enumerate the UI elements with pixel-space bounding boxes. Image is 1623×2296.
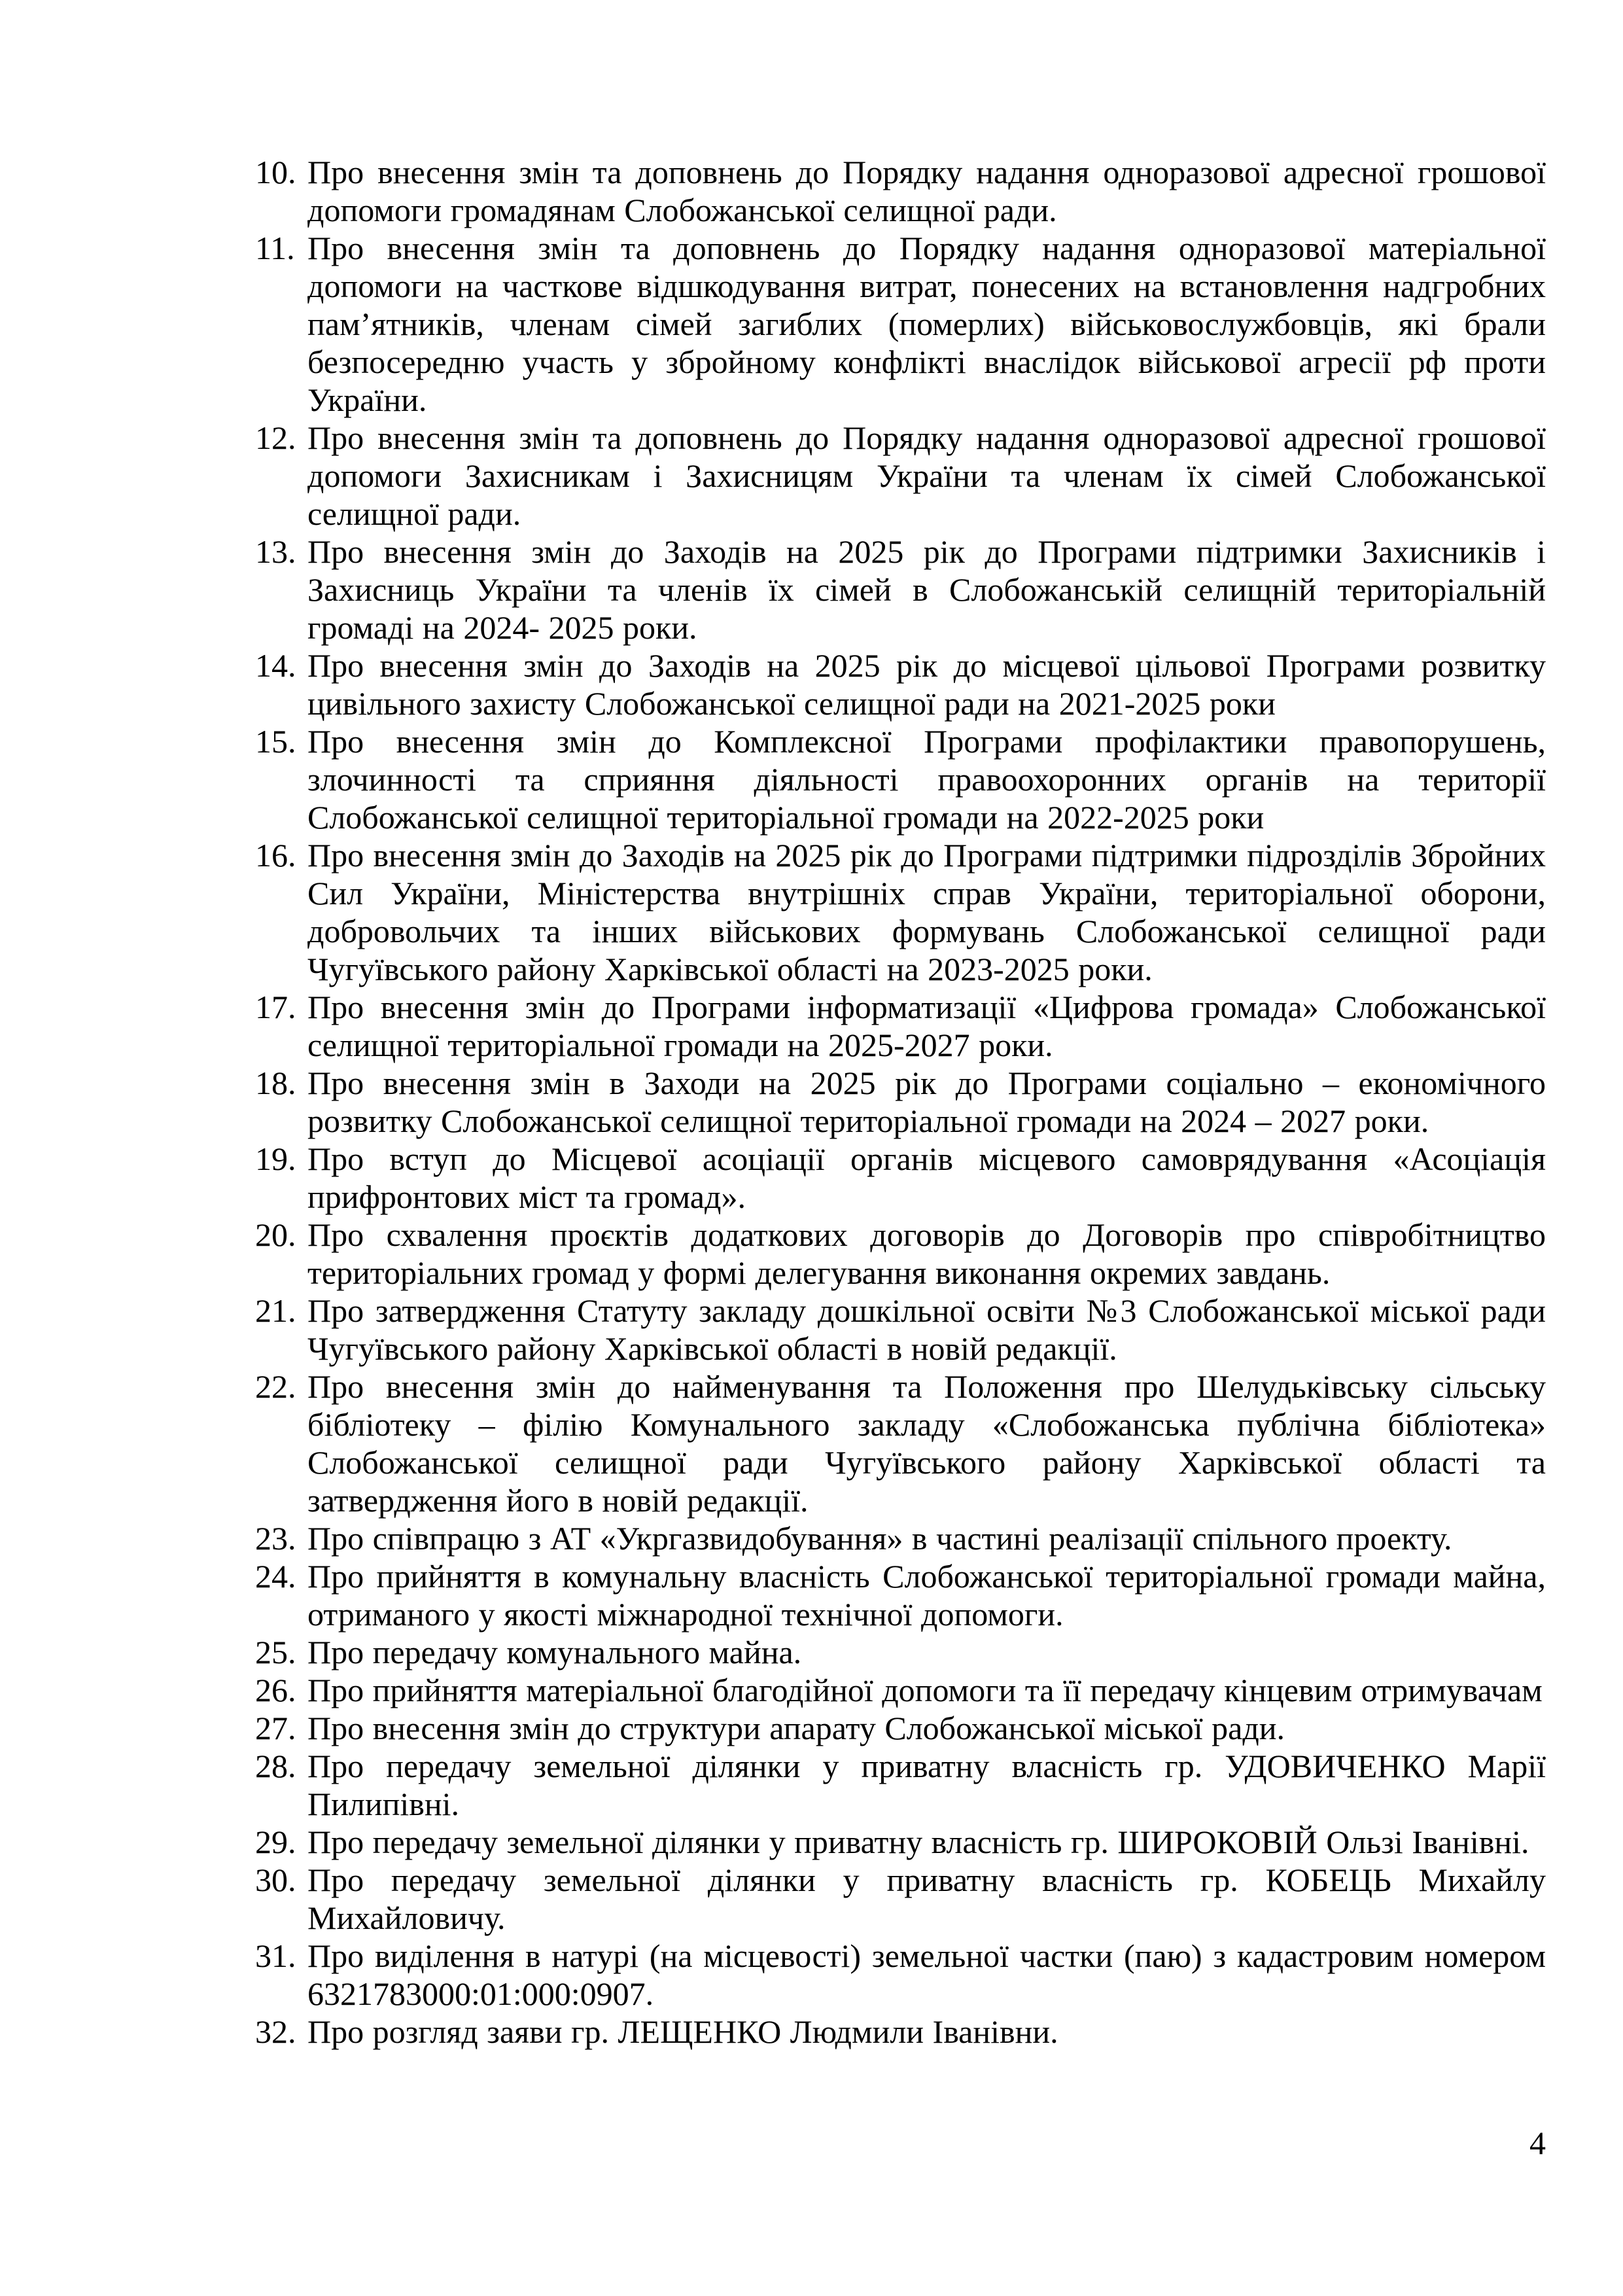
agenda-item-number: 19. bbox=[255, 1140, 296, 1177]
agenda-item-number: 13. bbox=[255, 533, 296, 570]
agenda-item-number: 24. bbox=[255, 1558, 296, 1595]
agenda-item-text: Про внесення змін до Заходів на 2025 рік до Програми підтримки підрозділів Збройних Сил України, Міністерства внутрішніх справ України, територіальної оборони, добровольчих та інших військових формувань Слобожанської селищної ради Чугуївського району Харківської області на 2023-2025 роки. bbox=[307, 837, 1546, 987]
agenda-item-text: Про внесення змін до Комплексної Програми профілактики правопорушень, злочинності та сприяння діяльності правоохоронних органів на території Слобожанської селищної територіальної громади на 2022-2025 роки bbox=[307, 723, 1546, 836]
agenda-item bbox=[255, 722, 1546, 836]
agenda-item-number: 27. bbox=[255, 1710, 296, 1746]
agenda-item-text: Про співпрацю з АТ «Укргазвидобування» в частині реалізації спільного проекту. bbox=[307, 1520, 1452, 1557]
agenda-item bbox=[255, 1557, 1546, 1633]
agenda-item-text: Про внесення змін до Програми інформатизації «Цифрова громада» Слобожанської селищної територіальної громади на 2025-2027 роки. bbox=[307, 989, 1546, 1063]
agenda-item-text: Про внесення змін до найменування та Положення про Шелудьківську сільську бібліотеку – філію Комунального закладу «Слобожанська публічна бібліотека» Слобожанської селищної ради Чугуївського району Харківської області та затвердження його в новій редакції. bbox=[307, 1368, 1546, 1519]
agenda-item-text: Про внесення змін до структури апарату Слобожанської міської ради. bbox=[307, 1710, 1285, 1746]
agenda-item bbox=[255, 1633, 1546, 1671]
agenda-item bbox=[255, 229, 1546, 419]
agenda-item-text: Про внесення змін в Заходи на 2025 рік до Програми соціально – економічного розвитку Слобожанської селищної територіальної громади на 2024 – 2027 роки. bbox=[307, 1065, 1546, 1139]
agenda-item bbox=[255, 533, 1546, 646]
agenda-item-text: Про вступ до Місцевої асоціації органів місцевого самоврядування «Асоціація прифронтових міст та громад». bbox=[307, 1140, 1546, 1215]
agenda-item-text: Про затвердження Статуту закладу дошкільної освіти №3 Слобожанської міської ради Чугуївського району Харківської області в новій редакції. bbox=[307, 1292, 1546, 1367]
agenda-item-text: Про схвалення проєктів додаткових договорів до Договорів про співробітництво територіальних громад у формі делегування виконання окремих завдань. bbox=[307, 1216, 1546, 1291]
agenda-item bbox=[255, 1937, 1546, 2013]
agenda-item-number: 26. bbox=[255, 1672, 296, 1708]
agenda-item-text: Про внесення змін та доповнень до Порядку надання одноразової матеріальної допомоги на часткове відшкодування витрат, понесених на встановлення надгробних пам’ятників, членам сімей загиблих (померлих) військовослужбовців, які брали безпосередню участь у збройному конфлікті внаслідок військової агресії рф проти України. bbox=[307, 230, 1546, 418]
agenda-item-number: 31. bbox=[255, 1937, 296, 1974]
agenda-item-number: 23. bbox=[255, 1520, 296, 1557]
agenda-item bbox=[255, 1216, 1546, 1292]
agenda-item-number: 29. bbox=[255, 1824, 296, 1860]
agenda-item bbox=[255, 153, 1546, 229]
agenda-item bbox=[255, 646, 1546, 722]
agenda-item-number: 16. bbox=[255, 837, 296, 874]
agenda-item bbox=[255, 1064, 1546, 1140]
agenda-item-number: 12. bbox=[255, 419, 296, 456]
agenda-item bbox=[255, 1292, 1546, 1368]
agenda-list bbox=[255, 153, 1546, 2051]
agenda-item-text: Про розгляд заяви гр. ЛЕЩЕНКО Людмили Іванівни. bbox=[307, 2013, 1058, 2050]
agenda-item-number: 28. bbox=[255, 1748, 296, 1784]
agenda-item-text: Про передачу комунального майна. bbox=[307, 1634, 802, 1670]
agenda-item-number: 18. bbox=[255, 1065, 296, 1101]
agenda-item bbox=[255, 988, 1546, 1064]
agenda-item-number: 22. bbox=[255, 1368, 296, 1405]
agenda-item-text: Про виділення в натурі (на місцевості) земельної частки (паю) з кадастровим номером 6321783000:01:000:0907. bbox=[307, 1937, 1546, 2012]
agenda-item bbox=[255, 1861, 1546, 1937]
agenda-item-number: 11. bbox=[255, 230, 295, 266]
agenda-item-text: Про внесення змін та доповнень до Порядку надання одноразової адресної грошової допомоги громадянам Слобожанської селищної ради. bbox=[307, 154, 1546, 228]
agenda-item-text: Про прийняття матеріальної благодійної допомоги та її передачу кінцевим отримувачам bbox=[307, 1672, 1543, 1708]
agenda-item-text: Про передачу земельної ділянки у приватну власність гр. ШИРОКОВІЙ Ользі Іванівні. bbox=[307, 1824, 1529, 1860]
agenda-item bbox=[255, 1709, 1546, 1747]
agenda-item bbox=[255, 1519, 1546, 1557]
agenda-item-number: 17. bbox=[255, 989, 296, 1025]
agenda-item-number: 25. bbox=[255, 1634, 296, 1670]
agenda-item bbox=[255, 2013, 1546, 2051]
agenda-item bbox=[255, 1140, 1546, 1216]
agenda-item-text: Про внесення змін та доповнень до Порядку надання одноразової адресної грошової допомоги Захисникам і Захисницям України та членам їх сімей Слобожанської селищної ради. bbox=[307, 419, 1546, 532]
agenda-item bbox=[255, 1747, 1546, 1823]
agenda-item-text: Про внесення змін до Заходів на 2025 рік до Програми підтримки Захисників і Захисниць України та членів їх сімей в Слобожанській селищній територіальній громаді на 2024- 2025 роки. bbox=[307, 533, 1546, 646]
agenda-item bbox=[255, 836, 1546, 988]
agenda-item bbox=[255, 1368, 1546, 1519]
agenda-item-number: 15. bbox=[255, 723, 296, 760]
agenda-item-number: 32. bbox=[255, 2013, 296, 2050]
agenda-item-text: Про внесення змін до Заходів на 2025 рік до місцевої цільової Програми розвитку цивільного захисту Слобожанської селищної ради на 2021-2025 роки bbox=[307, 647, 1546, 722]
agenda-item-number: 10. bbox=[255, 154, 296, 190]
agenda-item bbox=[255, 1823, 1546, 1861]
agenda-item-text: Про передачу земельної ділянки у приватну власність гр. КОБЕЦЬ Михайлу Михайловичу. bbox=[307, 1862, 1546, 1936]
agenda-item-number: 21. bbox=[255, 1292, 296, 1329]
agenda-item bbox=[255, 419, 1546, 533]
agenda-item-number: 30. bbox=[255, 1862, 296, 1898]
agenda-item-text: Про передачу земельної ділянки у приватну власність гр. УДОВИЧЕНКО Марії Пилипівні. bbox=[307, 1748, 1546, 1822]
agenda-item-number: 14. bbox=[255, 647, 296, 684]
agenda-item-text: Про прийняття в комунальну власність Слобожанської територіальної громади майна, отриманого у якості міжнародної технічної допомоги. bbox=[307, 1558, 1546, 1633]
agenda-item bbox=[255, 1671, 1546, 1709]
page-number: 4 bbox=[1529, 2125, 1546, 2161]
agenda-item-number: 20. bbox=[255, 1216, 296, 1253]
